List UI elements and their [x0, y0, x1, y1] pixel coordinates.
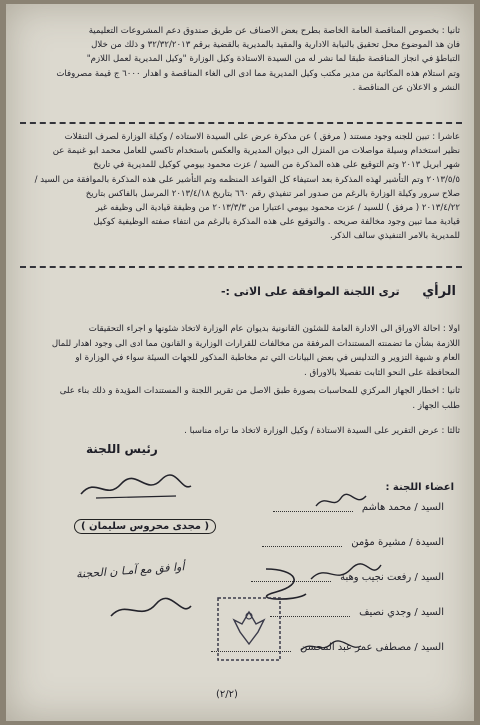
text-line: طلب الجهاز . — [412, 400, 460, 411]
member-name: السيد / وجدي نصيف — [359, 607, 444, 618]
page-number: (٢/٢) — [216, 689, 238, 700]
member-signature — [306, 559, 386, 589]
text-line: نظير استخدام وسيلة مواصلات من المنزل الى ديوان المديرية والعكس باستخدام تاكسي للعامل محمد ابو غنيمة عن — [52, 146, 460, 157]
text-line: قيادية مما تبين وجود مخالفة صريحه . والتوقيع على هذه المذكرة بالرغم من انتفاء صفته الوظيفية كوكيل — [93, 217, 460, 228]
member-row — [262, 537, 444, 548]
opinion-item-second — [18, 384, 460, 413]
text-line: وتم استلام هذه المكاتبة من مدير مكتب وكيل المديرية مما ادى الى الغاء المناقصة و اهدار ٦٠٠٠ ج قيمة مصروفات — [56, 68, 460, 79]
opinion-item-third — [18, 424, 460, 439]
text-line: فان هذ الموضوع محل تحقيق بالنيابة الادارية والمقيد بالمديرية بالقضية برقم ٣٢/٣٢/٢٠١٣ و ذلك من خلال — [91, 40, 460, 51]
member-row — [270, 607, 444, 618]
text-line: العام و شبهة التزوير و التدليس في بعض البيانات التي تم مخاطبة المذكور للجهات السيئة سواء في الوزارة او — [75, 353, 460, 363]
text-line: المحافظة على النحو الثابت تفصيلا بالاوراق . — [304, 367, 460, 378]
signature-line — [262, 546, 342, 547]
text-line: ثانيا : اخطار الجهاز المركزي للمحاسبات بصورة طبق الاصل من تقرير اللجنة و المستندات المؤيدة و ذلك بناء على — [59, 386, 460, 396]
text-line: شهر ابريل ٢٠١٣ وتم التوقيع على هذه المذكرة من السيد / عزت محمود بيومي كوكيل للمديرية في تاريخ — [93, 160, 460, 171]
text-line: ٢٠١٣/٤/٢٢ ( مرفق ) للسيد / عزت محمود بيومي اعتبارا من ٢٠١٣/٣/٣ من وظيفة قيادية الى وظيفه غير — [95, 203, 460, 214]
committee-chair-name: ( مجدى محروس سليمان ) — [74, 519, 216, 534]
text-line: للمديرية بالامر التنفيذي سالف الذكر. — [329, 231, 460, 242]
section-transport — [18, 130, 460, 244]
document-page — [6, 4, 474, 721]
eagle-stamp — [214, 594, 284, 664]
member-name: السيد / مصطفى عمر عبد المحسن — [300, 642, 444, 653]
members-title: اعضاء اللجنة : — [385, 482, 454, 493]
member-signature — [311, 488, 371, 514]
text-line: صلاح سرور وكيلة الوزارة بالرغم من صدور امر تنفيذي رقم ٦٦٠ بتاريخ ٢٠١٣/٤/١٨ المرسل بالفاكس بتاريخ — [85, 188, 460, 199]
dashed-separator — [20, 122, 462, 124]
text-line: النشر و الاعلان عن المناقصة . — [352, 82, 460, 93]
section-tender — [18, 24, 460, 95]
text-line: ٢٠١٣/٥/٥ وتم التأشير لهذه المذكرة بعد استيفاء كل القواعد المنظمه وتم التأشير على هذه المذكرة بالموافقة من السيد / — [34, 174, 460, 185]
text-line: عاشرا : تبين للجنه وجود مستند ( مرفق ) عن مذكرة عرض على السيدة الاستاذه / وكيلة الوزارة لصرف التنقلات — [64, 132, 460, 142]
text-line: اولا : احالة الاوراق الى الادارة العامة للشئون القانونية بديوان عام الوزارة لاتخاذ شئونها و اجراء التحقيقات — [88, 324, 460, 334]
opinion-item-first — [18, 322, 460, 380]
text-line: اللازمة بشأن ما تضمنته المستندات المرفقة من مخالفات للقرارات الوزارية و القانون مما ادى الى وجود اهدار للمال — [51, 338, 460, 349]
member-signature — [296, 636, 366, 658]
opinion-heading — [221, 284, 456, 299]
committee-chair-title: رئيس اللجنة — [86, 442, 158, 456]
text-line: التباطؤ في انجاز المناقصة طبقا لما نشر له من السيدة الاستاذة وكيل الوزارة "وكيل المديرية لعمل اللازم" — [86, 54, 460, 65]
chair-signature — [76, 466, 196, 506]
member-name: السيد / رفعت نجيب وهبة — [340, 572, 444, 583]
text-line: ثانيا : بخصوص المناقصة العامة الخاصة بطرح بعض الاصناف عن طريق صندوق دعم المشروعات التعليمية — [88, 26, 460, 36]
member-name: السيدة / مشيرة مؤمن — [351, 537, 444, 548]
handwritten-approval-note: أوا فق مع آمـا ن الحجنة — [75, 560, 185, 581]
opinion-subtitle: ترى اللجنة الموافقة على الاتى :- — [220, 285, 400, 298]
text-line: ثالثا : عرض التقرير على السيدة الاستاذة / وكيل الوزارة لاتخاذ ما تراه مناسبا . — [184, 426, 460, 436]
dashed-separator — [20, 266, 462, 268]
opinion-label: الرأي — [422, 284, 456, 299]
approver-signature — [106, 594, 196, 624]
member-name: السيد / محمد هاشم — [361, 502, 444, 513]
